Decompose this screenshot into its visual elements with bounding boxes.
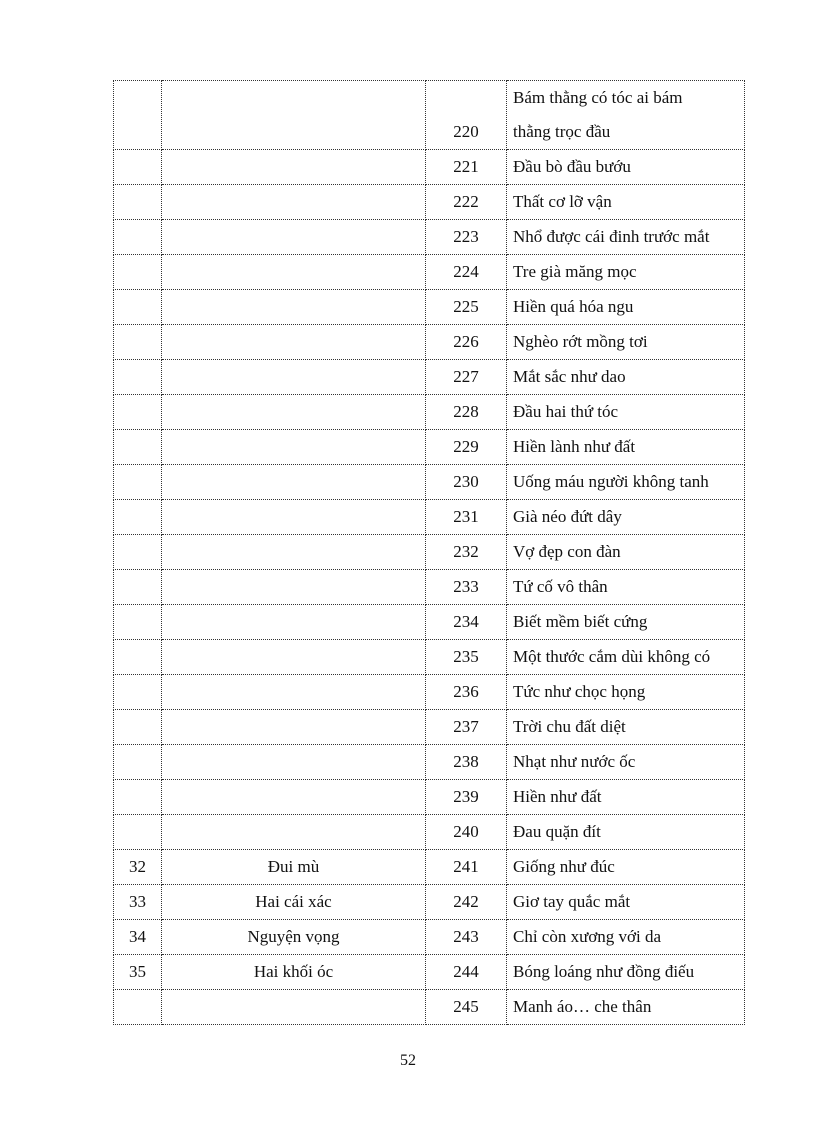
name-cell [162, 990, 426, 1025]
phrase-cell: Đau quặn đít [507, 815, 745, 850]
table-row [114, 430, 745, 465]
table-row [114, 150, 745, 185]
table-row [114, 605, 745, 640]
table-row [114, 990, 745, 1025]
number-cell: 236 [426, 675, 507, 710]
name-cell [162, 815, 426, 850]
stt-cell [114, 570, 162, 605]
phrase-cell: Bóng loáng như đồng điếu [507, 955, 745, 990]
name-cell [162, 360, 426, 395]
stt-cell [114, 500, 162, 535]
name-cell [162, 220, 426, 255]
idiom-table [113, 80, 745, 1025]
table-row [114, 780, 745, 815]
stt-cell [114, 535, 162, 570]
number-cell: 231 [426, 500, 507, 535]
table-row [114, 745, 745, 780]
phrase-cell [507, 81, 745, 150]
name-cell [162, 640, 426, 675]
phrase-cell: Đầu bò đầu bướu [507, 150, 745, 185]
stt-cell [114, 815, 162, 850]
phrase-cell: Nhạt như nước ốc [507, 745, 745, 780]
stt-cell [114, 640, 162, 675]
phrase-cell: Đầu hai thứ tóc [507, 395, 745, 430]
table-row [114, 325, 745, 360]
table-row [114, 535, 745, 570]
stt-cell [114, 325, 162, 360]
name-cell: Hai cái xác [162, 885, 426, 920]
phrase-cell: Hiền như đất [507, 780, 745, 815]
stt-cell [114, 290, 162, 325]
number-cell: 245 [426, 990, 507, 1025]
stt-cell [114, 220, 162, 255]
table-row [114, 710, 745, 745]
number-cell: 226 [426, 325, 507, 360]
table-body [114, 81, 745, 1025]
number-cell: 229 [426, 430, 507, 465]
table-row [114, 255, 745, 290]
number-cell: 233 [426, 570, 507, 605]
table-row [114, 920, 745, 955]
table-row [114, 955, 745, 990]
table-row [114, 360, 745, 395]
phrase-cell: Nghèo rớt mồng tơi [507, 325, 745, 360]
stt-cell [114, 150, 162, 185]
phrase-cell: Hiền quá hóa ngu [507, 290, 745, 325]
number-cell: 235 [426, 640, 507, 675]
stt-cell [114, 605, 162, 640]
name-cell [162, 605, 426, 640]
phrase-cell: Biết mềm biết cứng [507, 605, 745, 640]
stt-cell [114, 255, 162, 290]
name-cell [162, 780, 426, 815]
number-cell: 232 [426, 535, 507, 570]
number-cell: 224 [426, 255, 507, 290]
phrase-cell: Nhổ được cái đinh trước mắt [507, 220, 745, 255]
name-cell [162, 395, 426, 430]
name-cell [162, 255, 426, 290]
phrase-cell: Tức như chọc họng [507, 675, 745, 710]
phrase-cell: Uống máu người không tanh [507, 465, 745, 500]
name-cell [162, 465, 426, 500]
stt-cell: 35 [114, 955, 162, 990]
stt-cell [114, 430, 162, 465]
stt-cell [114, 990, 162, 1025]
table-row [114, 570, 745, 605]
number-cell: 221 [426, 150, 507, 185]
name-cell [162, 290, 426, 325]
table-row [114, 220, 745, 255]
number-cell: 222 [426, 185, 507, 220]
name-cell [162, 745, 426, 780]
phrase-cell: Giơ tay quắc mắt [507, 885, 745, 920]
number-cell: 238 [426, 745, 507, 780]
name-cell [162, 675, 426, 710]
stt-cell [114, 465, 162, 500]
phrase-line-1: Bám thằng có tóc ai bám [513, 88, 683, 107]
stt-cell [114, 395, 162, 430]
number-cell: 225 [426, 290, 507, 325]
stt-cell: 32 [114, 850, 162, 885]
number-cell: 243 [426, 920, 507, 955]
stt-cell: 33 [114, 885, 162, 920]
name-cell [162, 185, 426, 220]
stt-cell [114, 81, 162, 150]
name-cell: Đui mù [162, 850, 426, 885]
name-cell [162, 150, 426, 185]
table-row [114, 640, 745, 675]
number-cell: 242 [426, 885, 507, 920]
stt-cell [114, 360, 162, 395]
name-cell: Nguyện vọng [162, 920, 426, 955]
table-row [114, 395, 745, 430]
phrase-cell: Thất cơ lỡ vận [507, 185, 745, 220]
name-cell [162, 570, 426, 605]
phrase-cell: Hiền lành như đất [507, 430, 745, 465]
name-cell [162, 81, 426, 150]
number-cell: 220 [426, 81, 507, 150]
name-cell [162, 430, 426, 465]
stt-cell: 34 [114, 920, 162, 955]
phrase-cell: Mắt sắc như dao [507, 360, 745, 395]
name-cell: Hai khối óc [162, 955, 426, 990]
phrase-cell: Tre già măng mọc [507, 255, 745, 290]
number-cell: 239 [426, 780, 507, 815]
phrase-line-2: thằng trọc đầu [513, 122, 611, 141]
number-cell: 244 [426, 955, 507, 990]
stt-cell [114, 780, 162, 815]
table-row [114, 885, 745, 920]
table-row [114, 290, 745, 325]
table-row [114, 675, 745, 710]
stt-cell [114, 745, 162, 780]
name-cell [162, 710, 426, 745]
phrase-cell: Già néo đứt dây [507, 500, 745, 535]
number-cell: 234 [426, 605, 507, 640]
name-cell [162, 325, 426, 360]
name-cell [162, 500, 426, 535]
stt-cell [114, 675, 162, 710]
table-row [114, 850, 745, 885]
number-cell: 227 [426, 360, 507, 395]
phrase-cell: Chỉ còn xương với da [507, 920, 745, 955]
number-cell: 230 [426, 465, 507, 500]
phrase-cell: Giống như đúc [507, 850, 745, 885]
page-number: 52 [400, 1052, 416, 1069]
number-cell: 228 [426, 395, 507, 430]
table-row [114, 81, 745, 150]
table-row [114, 185, 745, 220]
number-cell: 241 [426, 850, 507, 885]
phrase-cell: Trời chu đất diệt [507, 710, 745, 745]
stt-cell [114, 710, 162, 745]
phrase-cell: Một thước cắm dùi không có [507, 640, 745, 675]
phrase-cell: Tứ cố vô thân [507, 570, 745, 605]
stt-cell [114, 185, 162, 220]
phrase-cell: Vợ đẹp con đàn [507, 535, 745, 570]
phrase-cell: Manh áo… che thân [507, 990, 745, 1025]
table-row [114, 465, 745, 500]
number-cell: 223 [426, 220, 507, 255]
number-cell: 237 [426, 710, 507, 745]
table-row [114, 500, 745, 535]
name-cell [162, 535, 426, 570]
table-row [114, 815, 745, 850]
number-cell: 240 [426, 815, 507, 850]
